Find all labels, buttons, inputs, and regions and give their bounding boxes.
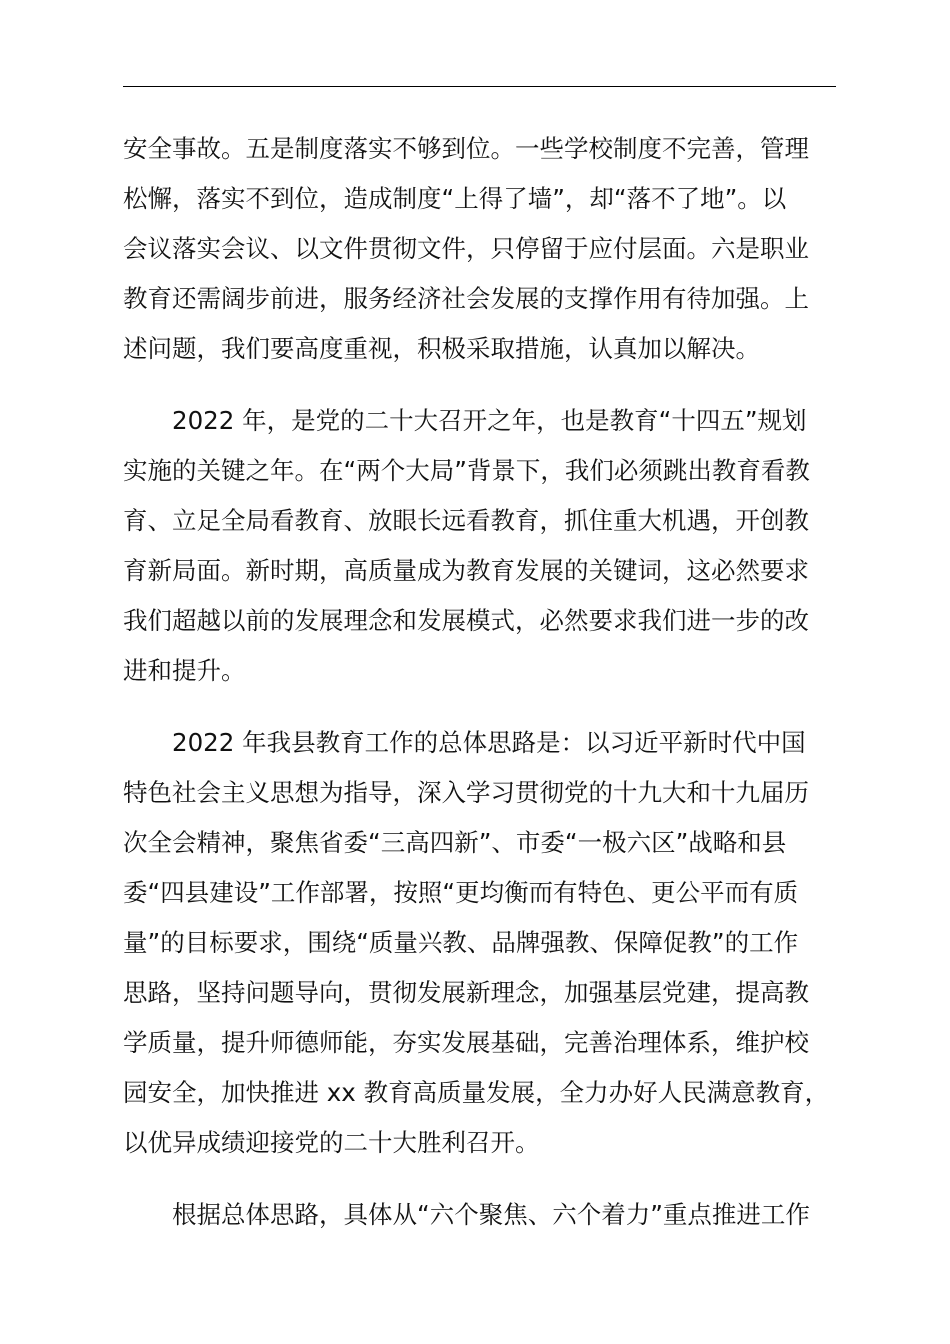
text-line: 述问题，我们要高度重视，积极采取措施，认真加以解决。 — [123, 334, 760, 363]
text-line: 育新局面。新时期，高质量成为教育发展的关键词，这必然要求 — [123, 556, 809, 585]
header-rule — [123, 86, 836, 87]
text-line: 以优异成绩迎接党的二十大胜利召开。 — [123, 1128, 540, 1157]
text-line: 会议落实会议、以文件贯彻文件，只停留于应付层面。六是职业 — [123, 234, 809, 263]
text-line: 我们超越以前的发展理念和发展模式，必然要求我们进一步的改 — [123, 606, 809, 635]
paragraph-4 — [123, 1190, 843, 1240]
text-line: 进和提升。 — [123, 656, 246, 685]
text-line: 特色社会主义思想为指导，深入学习贯彻党的十九大和十九届历 — [123, 778, 809, 807]
text-line: 育、立足全局看教育、放眼长远看教育，抓住重大机遇，开创教 — [123, 506, 809, 535]
text-line: 次全会精神，聚焦省委“三高四新”、市委“一极六区”战略和县 — [123, 828, 787, 857]
paragraph-gap — [123, 1168, 843, 1190]
text-line: 松懈，落实不到位，造成制度“上得了墙”，却“落不了地”。以 — [123, 184, 787, 213]
text-line: 思路，坚持问题导向，贯彻发展新理念，加强基层党建，提高教 — [123, 978, 809, 1007]
paragraph-1 — [123, 124, 843, 374]
text-line: 量”的目标要求，围绕“质量兴教、品牌强教、保障促教”的工作 — [123, 928, 799, 957]
text-line: 安全事故。五是制度落实不够到位。一些学校制度不完善，管理 — [123, 134, 809, 163]
text-line: 2022 年，是党的二十大召开之年，也是教育“十四五”规划 — [172, 406, 807, 435]
text-line: 委“四县建设”工作部署，按照“更均衡而有特色、更公平而有质 — [123, 878, 799, 907]
text-line: 园安全，加快推进 xx 教育高质量发展，全力办好人民满意教育， — [123, 1078, 830, 1107]
text-line: 2022 年我县教育工作的总体思路是：以习近平新时代中国 — [172, 728, 806, 757]
paragraph-3 — [123, 718, 843, 1168]
text-line: 根据总体思路，具体从“六个聚焦、六个着力”重点推进工作 — [172, 1200, 810, 1229]
paragraph-gap — [123, 696, 843, 718]
paragraph-2 — [123, 396, 843, 696]
text-line: 实施的关键之年。在“两个大局”背景下，我们必须跳出教育看教 — [123, 456, 810, 485]
text-line: 学质量，提升师德师能，夯实发展基础，完善治理体系，维护校 — [123, 1028, 809, 1057]
document-body — [123, 124, 843, 1240]
text-line: 教育还需阔步前进，服务经济社会发展的支撑作用有待加强。上 — [123, 284, 809, 313]
paragraph-gap — [123, 374, 843, 396]
